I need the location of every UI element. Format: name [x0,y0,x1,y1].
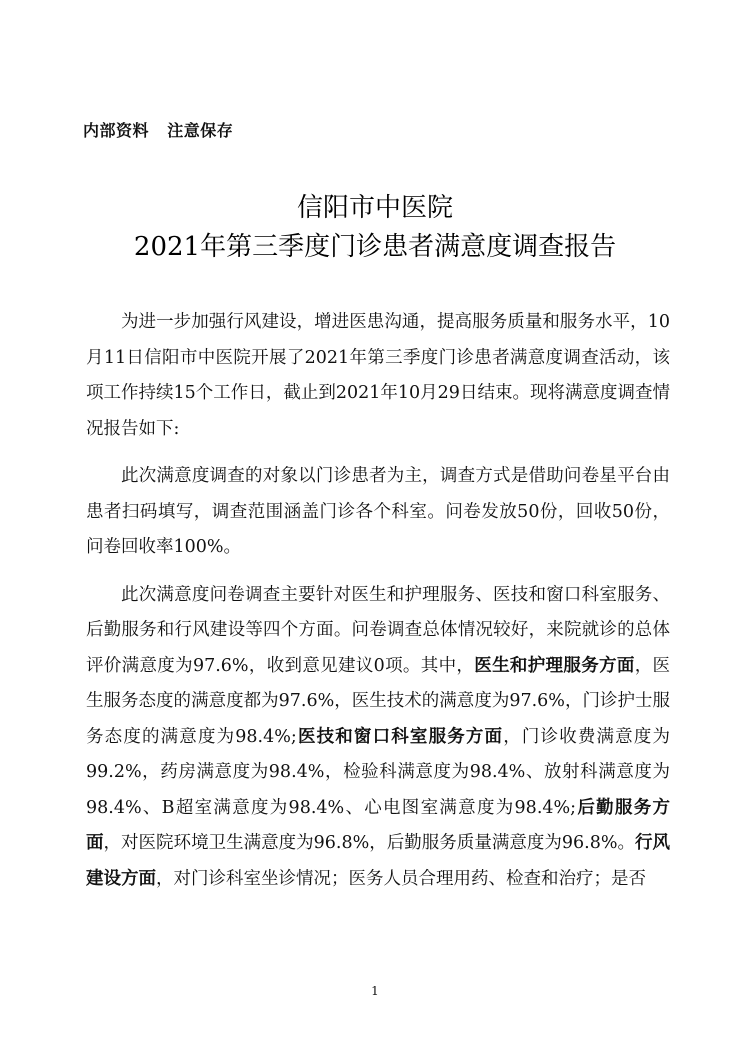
document-title-line-1: 信阳市中医院 [296,193,453,223]
page-number: 1 [371,984,379,998]
results-text-3: ，门诊收费满意度为99.2%，药房满意度为98.4%，检验科满意度为98.4%、放射科满意度为98.4%、B超室满意度为98.4%、心电图室满意度为98.4%; [86,726,671,818]
results-text-5: ，对门诊科室坐诊情况；医务人员合理用药、检查和治疗；是否 [156,868,646,889]
document-title-line-2: 2021年第三季度门诊患者满意度调查报告 [133,232,617,262]
paragraph-intro: 为进一步加强行风建设，增进医患沟通，提高服务质量和服务水平，10月11日信阳市中医院开展了2021年第三季度门诊患者满意度调查活动，该项工作持续15个工作日，截止到2021年10月29日结束。现将满意度调查情况报告如下: [86,312,670,439]
section-heading-medical-nursing: 医生和护理服务方面 [474,655,635,676]
document-body [86,305,670,897]
results-text-2: ，医生服务态度的满意度都为97.6%，医生技术的满意度为97.6%，门诊护士服务态度的满意度为98.4%; [86,655,671,747]
section-heading-logistics: 后勤服务方面 [86,797,670,853]
section-heading-medtech-window: 医技和窗口科室服务方面 [296,726,504,747]
paragraph-survey-results [86,578,670,898]
paragraph-survey-method: 此次满意度调查的对象以门诊患者为主，调查方式是借助问卷星平台由患者扫码填写，调查范围涵盖门诊各个科室。问卷发放50份，回收50份，问卷回收率100%。 [86,466,670,557]
section-heading-conduct: 行风建设方面 [86,833,671,889]
results-text-4: ，对医院环境卫生满意度为96.8%，后勤服务质量满意度为96.8%。 [103,833,635,853]
header-note: 内部资料 注意保存 [83,121,234,140]
results-text-1: 此次满意度问卷调查主要针对医生和护理服务、医技和窗口科室服务、后勤服务和行风建设等四个方面。问卷调查总体情况较好，来院就诊的总体评价满意度为97.6%，收到意见建议0项。其中， [86,584,670,676]
